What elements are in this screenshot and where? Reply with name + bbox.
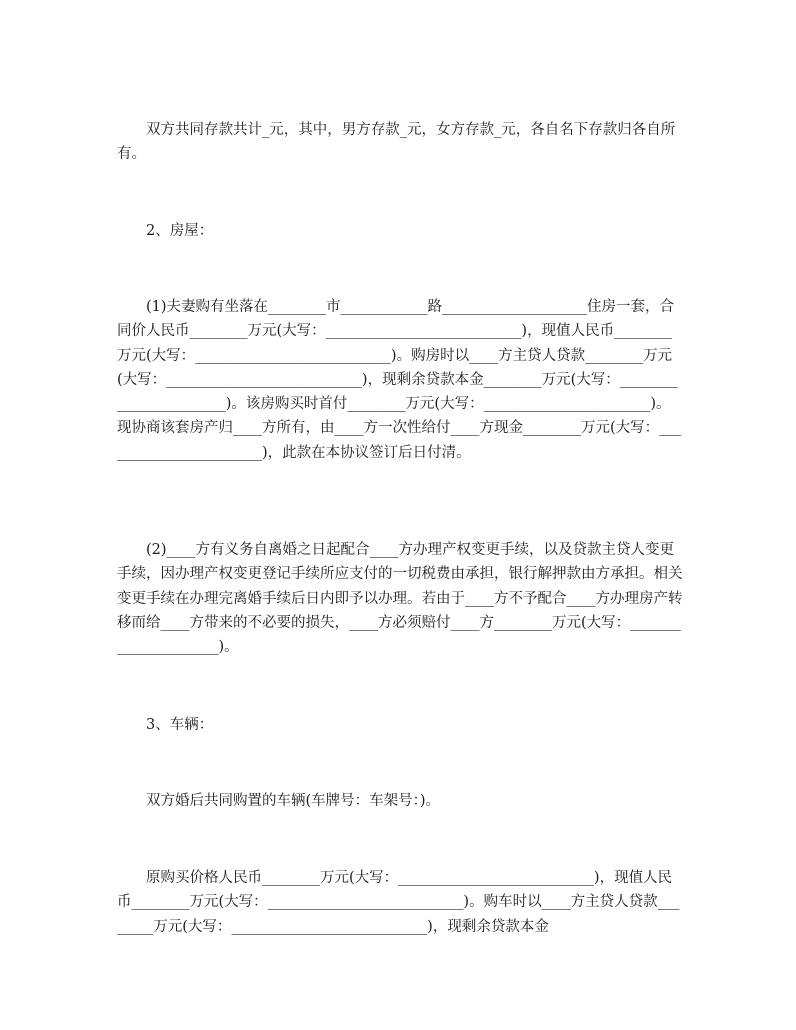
section-vehicle-heading: 3、车辆： [146, 717, 214, 733]
house-paragraph-1: (1)夫妻购有坐落在________市____________路____________________住房一套，合同价人民币________万元(大写：___________________________)，现值人民币________万元(大写：___________________________)。购房时以____方主贷人贷款________万元(大写：___________________________)，现剩余贷款本金________万元(大写：_______________________)。该房购买时首付________万元(大写：_______________________)。现协商该套房产归____方所有，由____方一次性给付____方现金________万元(大写：_______________________)，此款在本协议签订后日付清。 [117, 299, 681, 461]
house-paragraph-2: (2)____方有义务自离婚之日起配合____方办理产权变更手续，以及贷款主贷人变更手续，因办理产权变更登记手续所应支付的一切税费由承担，银行解押款由方承担。相关变更手续在办理完离婚手续后日内即予以办理。若由于____方不予配合____方办理房产转移而给____方带来的不必要的损失，____方必须赔付____方________万元(大写：_____________________)。 [117, 542, 683, 656]
vehicle-paragraph-1: 双方婚后共同购置的车辆(车牌号：车架号：)。 [146, 793, 441, 809]
vehicle-paragraph-2: 原购买价格人民币________万元(大写：___________________________)，现值人民币________万元(大写：___________________________)。购车时以____方主贷人贷款________万元(大写：___________________________)，现剩余贷款本金 [117, 870, 680, 935]
section-house-heading: 2、房屋： [146, 223, 214, 239]
savings-paragraph: 双方共同存款共计_元，其中，男方存款_元，女方存款_元，各自名下存款归各自所有。 [117, 122, 676, 163]
